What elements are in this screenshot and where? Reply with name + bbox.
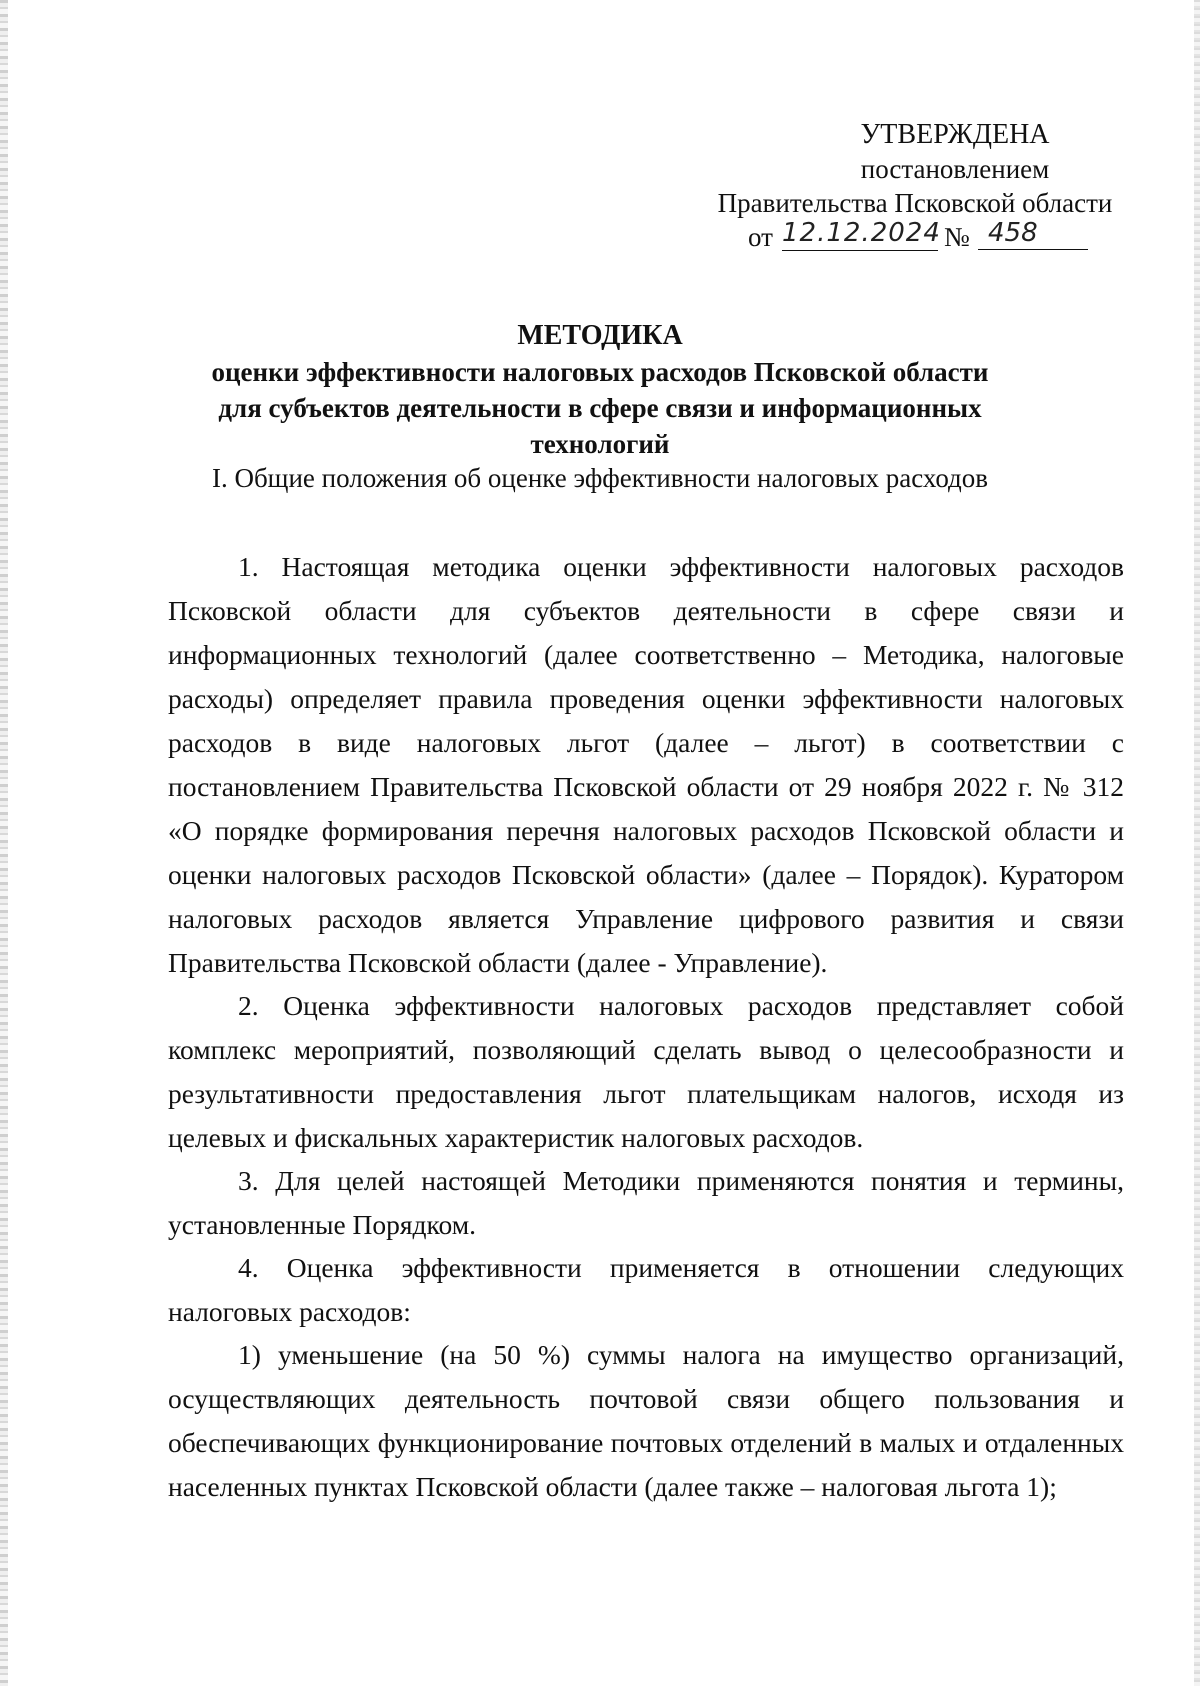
paragraph-4: 4. Оценка эффективности применяется в отношении следующих налоговых расходов: xyxy=(168,1252,1124,1327)
paragraph-4-item-1: 1) уменьшение (на 50 %) суммы налога на имущество организаций, осуществляющих деятельность почтовой связи общего пользования и обеспечивающих функционирование почтовых отделений в малых и отдаленных населенных пунктах Псковской области (далее также – налоговая льгота 1); xyxy=(168,1339,1124,1502)
date-prefix: от xyxy=(748,222,773,252)
scan-edge-right xyxy=(1194,0,1200,1686)
document-body xyxy=(168,545,1124,1509)
decree-date-handwritten: 12.12.2024 xyxy=(782,216,938,251)
number-sign: № xyxy=(944,222,970,252)
approval-block xyxy=(700,118,1130,256)
paragraph-1: 1. Настоящая методика оценки эффективности налоговых расходов Псковской области для субъектов деятельности в сфере связи и информационных технологий (далее соответственно – Методика, налоговые расходы) определяет правила проведения оценки эффективности налоговых расходов в виде налоговых льгот (далее – льгот) в соответствии с постановлением Правительства Псковской области от 29 ноября 2022 г. № 312 «О порядке формирования перечня налоговых расходов Псковской области и оценки налоговых расходов Псковской области» (далее – Порядок). Куратором налоговых расходов является Управление цифрового развития и связи Правительства Псковской области (далее - Управление). xyxy=(168,551,1124,978)
document-title: МЕТОДИКА xyxy=(517,320,683,351)
approval-line-government: Правительства Псковской области xyxy=(717,188,1113,218)
approval-title: УТВЕРЖДЕНА xyxy=(860,119,1050,150)
paragraph-3: 3. Для целей настоящей Методики применяются понятия и термины, установленные Порядком. xyxy=(168,1165,1124,1240)
approval-line-decree: постановлением xyxy=(860,154,1050,184)
decree-number-handwritten: 458 xyxy=(978,216,1088,250)
document-heading xyxy=(150,318,1050,462)
section-title: I. Общие положения об оценке эффективности налоговых расходов xyxy=(211,463,989,493)
approval-date-number-row xyxy=(700,220,1130,256)
scan-edge-left xyxy=(0,0,8,1686)
paragraph-2: 2. Оценка эффективности налоговых расходов представляет собой комплекс мероприятий, позволяющий сделать вывод о целесообразности и результативности предоставления льгот плательщикам налогов, исходя из целевых и фискальных характеристик налоговых расходов. xyxy=(168,990,1124,1153)
document-subtitle-line2: для субъектов деятельности в сфере связи и информационных технологий xyxy=(218,393,982,459)
document-subtitle-line1: оценки эффективности налоговых расходов Псковской области xyxy=(211,357,989,387)
